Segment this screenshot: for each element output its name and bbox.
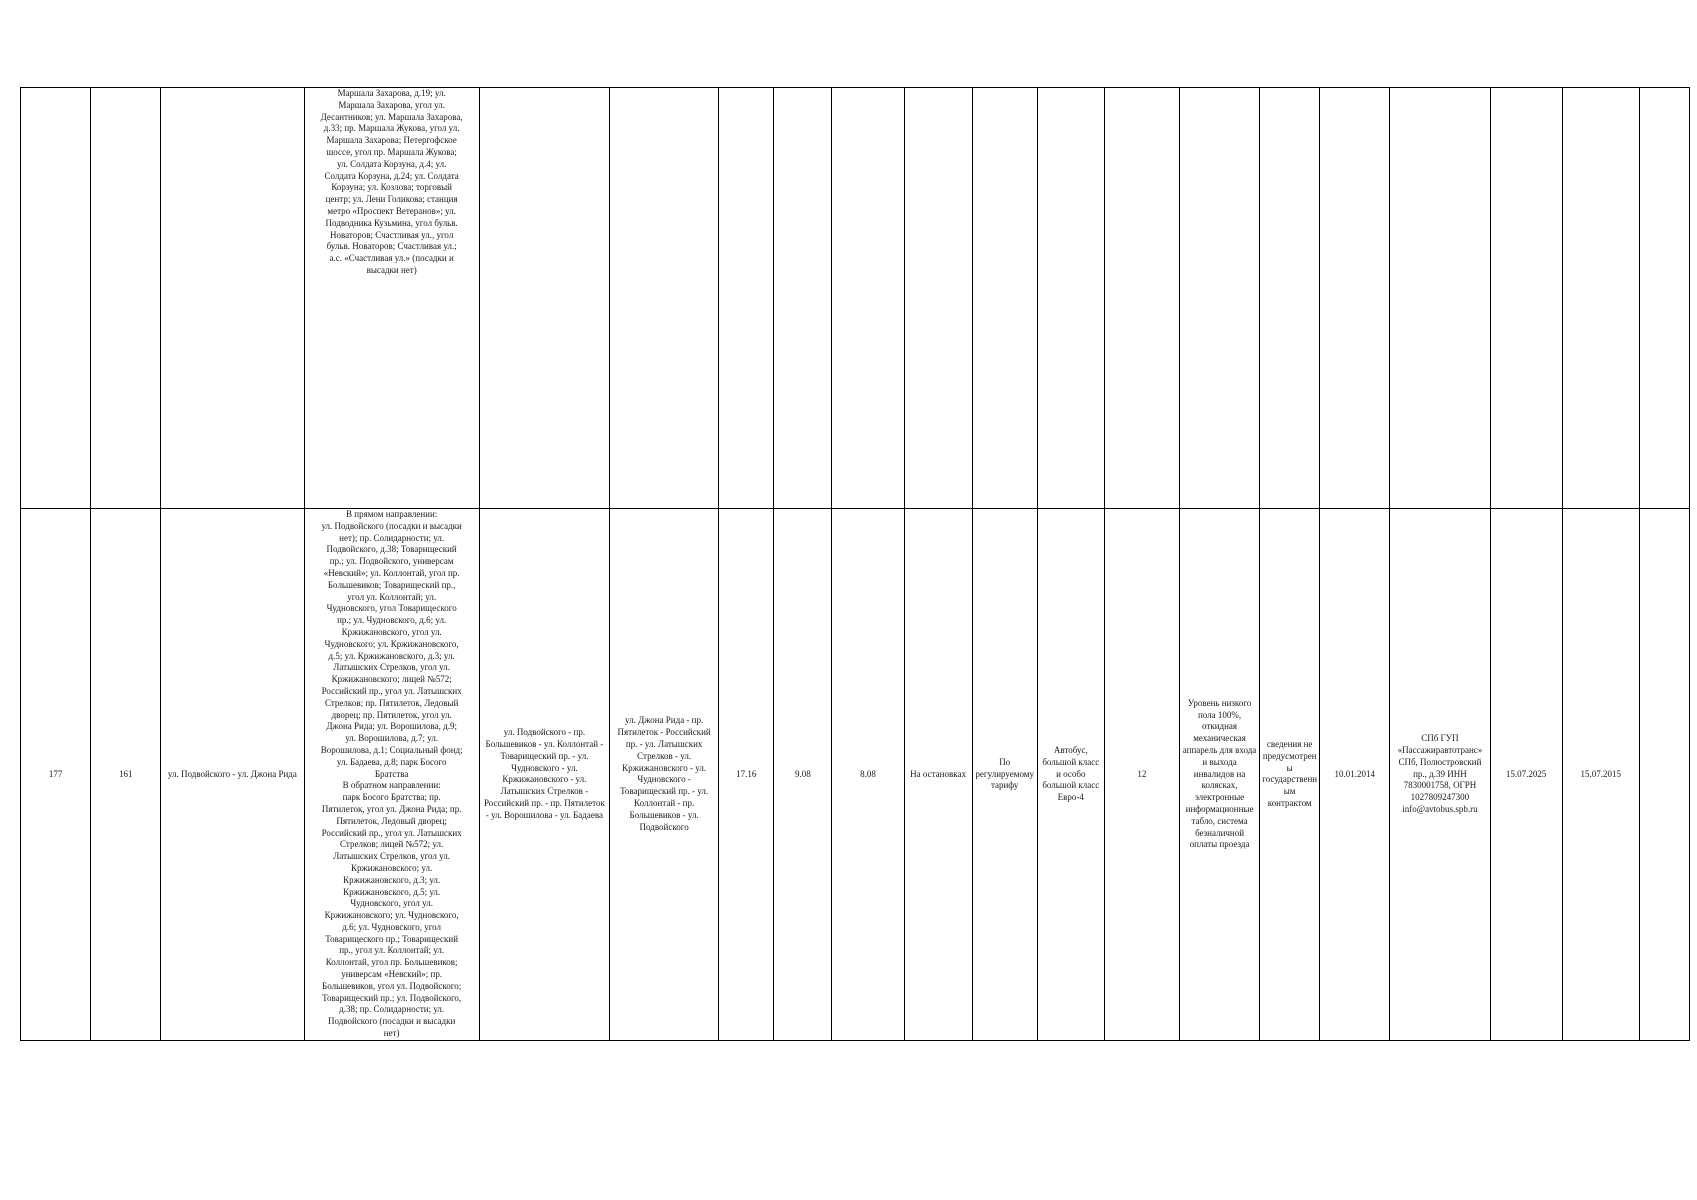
stops-line: Коллонтай, угол пр. Большевиков;	[325, 957, 458, 968]
stops-line: Российский пр., угол ул. Латышских	[321, 685, 462, 696]
stops-line: ул. Подвойского (посадки и высадки	[321, 520, 462, 531]
stops-line: а.с. «Счастливая ул.» (посадки и	[329, 253, 454, 264]
stops-line: бульв. Новаторов; Счастливая ул.;	[326, 241, 457, 252]
stops-line: Пятилеток, угол ул. Джона Рида; пр.	[321, 803, 462, 814]
features-cell: Уровень низкого пола 100%, откидная механическая аппарель для входа и выхода инвалидов на колясках, электронные информационные табло, система безналичной оплаты проезда	[1179, 509, 1259, 1041]
stops-line: Кржижановского; ул. Чудновского,	[324, 910, 459, 921]
route-registry-table	[20, 87, 1690, 1041]
stops-line: Корзуна; ул. Козлова; торговый	[331, 182, 452, 193]
stops-line: Подвойского (посадки и высадки	[327, 1016, 456, 1027]
stops-line: универсам «Невский»; пр.	[341, 969, 443, 980]
date-three-cell: 15.07.2015	[1562, 509, 1639, 1041]
stops-line: Подводника Кузьмина, угол бульв.	[325, 217, 458, 228]
stops-line: Латышских Стрелков, угол ул.	[333, 662, 451, 673]
stops-line: Большевиков, угол ул. Подвойского;	[322, 980, 462, 991]
length-other-cell: 8.08	[832, 509, 904, 1041]
stops-line: д.6; ул. Чудновского, угол	[342, 921, 442, 932]
stops-line: д.5; ул. Кржижановского, д.3; ул.	[328, 650, 455, 661]
stops-line: «Невский»; ул. Коллонтай, угол пр.	[323, 567, 460, 578]
stops-line: дворец; пр. Пятилеток, угол ул.	[331, 709, 452, 720]
stops-line: Джона Рида; ул. Ворошилова, д.9;	[326, 721, 457, 732]
notes-cell	[1639, 88, 1689, 509]
stops-line: Чудновского, угол ул.	[350, 898, 433, 909]
streets-backward-cell: ул. Джона Рида - пр. Пятилеток - Российский пр. - ул. Латышских Стрелков - ул. Кржижановского - ул. Чудновского - Товарищеский пр. - ул. Коллонтай - пр. Большевиков - ул. Подвойского	[610, 509, 719, 1041]
stops-line: Кржижановского, д.5; ул.	[343, 886, 441, 897]
stops-line: Товарищеский пр.; ул. Подвойского,	[322, 992, 462, 1003]
stops-line: центр; ул. Лени Голикова; станция	[325, 194, 458, 205]
stops-line: парк Бoсого Братства; пр.	[342, 792, 441, 803]
features-cell	[1179, 88, 1259, 509]
stops-line: Кржижановского, д.3; ул.	[343, 874, 441, 885]
stops-line: Пятилеток, Ледовый дворец;	[336, 815, 447, 826]
stops-line: д.33; пр. Маршала Жукова, угол ул.	[323, 123, 460, 134]
stops-line: Товарищеского пр.; Товарищеский	[325, 933, 459, 944]
length-other-cell	[832, 88, 904, 509]
length-backward-cell: 9.08	[774, 509, 832, 1041]
length-backward-cell	[774, 88, 832, 509]
contract-info-cell: сведения не предусмотрены государственным контрактом	[1260, 509, 1320, 1041]
date-two-cell: 15.07.2025	[1490, 509, 1562, 1041]
stops-cell	[304, 88, 479, 509]
stops-line: ул. Бадаева, д.8; парк Бoсого	[336, 756, 447, 767]
vehicle-cell: Автобус, большой класс и особо большой класс Евро-4	[1037, 509, 1104, 1041]
stops-line: пр., угол ул. Коллонтай; ул.	[339, 945, 445, 956]
start-date-cell	[1320, 88, 1390, 509]
stops-line: метро «Проспект Ветеранов»; ул.	[327, 205, 456, 216]
stop-order-cell	[904, 88, 972, 509]
stops-line: шоссе, угол пр. Маршала Жукова;	[326, 146, 457, 157]
streets-forward-cell	[479, 88, 609, 509]
streets-forward-cell: ул. Подвойского - пр. Большевиков - ул. Коллонтай - Товарищеский пр. - ул. Чудновского - ул. Кржижановского - ул. Латышских Стрелков - Российский пр. - пр. Пятилеток - ул. Ворошилова - ул. Бадаева	[479, 509, 609, 1041]
route-number-cell: 161	[91, 509, 161, 1041]
stops-cell	[304, 509, 479, 1041]
date-three-cell	[1562, 88, 1639, 509]
stops-line: Кржижановского; ул.	[351, 862, 433, 873]
stops-text	[307, 509, 477, 1040]
stops-line: Кржижановского; лицей №572;	[331, 674, 452, 685]
contract-info-cell	[1260, 88, 1320, 509]
stops-line: ул. Ворошилова, д.7; ул.	[345, 733, 439, 744]
date-two-cell	[1490, 88, 1562, 509]
stops-line: Чудновского; ул. Кржижановского,	[324, 638, 459, 649]
vehicle-count-cell	[1104, 88, 1179, 509]
tariff-cell: По регулируемому тарифу	[972, 509, 1037, 1041]
stops-line: пр.; ул. Подвойского, универсам	[329, 556, 454, 567]
stops-line: нет)	[383, 1028, 400, 1039]
stops-line: угол ул. Коллонтай; ул.	[347, 591, 437, 602]
table-row-route-177	[21, 509, 1690, 1041]
reg-number-cell: 177	[21, 509, 91, 1041]
table-row-continued	[21, 88, 1690, 509]
stops-line: д.38; пр. Солидарности; ул.	[339, 1004, 445, 1015]
stop-order-cell: На остановках	[904, 509, 972, 1041]
length-forward-cell	[719, 88, 774, 509]
stops-line: В обратном направлении:	[342, 780, 441, 791]
stops-line: Стрелков; пр. Пятилеток, Ледовый	[324, 697, 459, 708]
carrier-cell: СПб ГУП «Пассажиравтотранс» СПб, Полюстровский пр., д.39 ИНН 7830001758, ОГРН 1027809247300 info@avtobus.spb.ru	[1390, 509, 1490, 1041]
stops-line: Ворошилова, д.1; Социальный фонд;	[320, 744, 463, 755]
stops-line: Латышских Стрелков, угол ул.	[333, 851, 451, 862]
route-name-cell	[161, 88, 304, 509]
length-forward-cell: 17.16	[719, 509, 774, 1041]
stops-line: Чудновского, угол Товарищеского	[326, 603, 457, 614]
stops-line: Новаторов; Счастливая ул., угол	[329, 229, 454, 240]
notes-cell	[1639, 509, 1689, 1041]
stops-text	[307, 88, 477, 277]
stops-line: Российский пр., угол ул. Латышских	[321, 827, 462, 838]
stops-line: высадки нет)	[366, 264, 417, 275]
stops-line: нет); пр. Солидарности; ул.	[339, 532, 445, 543]
stops-line: пр.; ул. Чудновского, д.6; ул.	[337, 615, 447, 626]
vehicle-cell	[1037, 88, 1104, 509]
vehicle-count-cell: 12	[1104, 509, 1179, 1041]
stops-line: Стрелков; лицей №572; ул.	[340, 839, 444, 850]
carrier-cell	[1390, 88, 1490, 509]
tariff-cell	[972, 88, 1037, 509]
stops-line: Большевиков; Товарищеский пр.,	[327, 579, 456, 590]
stops-line: Братства	[374, 768, 409, 779]
stops-line: В прямом направлении:	[346, 509, 438, 519]
reg-number-cell	[21, 88, 91, 509]
route-name-cell: ул. Подвойского - ул. Джона Рида	[161, 509, 304, 1041]
start-date-cell: 10.01.2014	[1320, 509, 1390, 1041]
stops-line: Подвойского, д.38; Товарищеский	[326, 544, 457, 555]
route-number-cell	[91, 88, 161, 509]
stops-line: Маршала Захарова, угол ул.	[338, 99, 445, 110]
stops-line: Маршала Захарова; Петергофское	[326, 135, 457, 146]
stops-line: Кржижановского, угол ул.	[341, 626, 442, 637]
stops-line: Маршала Захарова, д.19; ул.	[337, 88, 446, 98]
stops-line: Солдата Корзуна, д.24; ул. Солдата	[324, 170, 459, 181]
streets-backward-cell	[610, 88, 719, 509]
stops-line: Десантников; ул. Маршала Захарова,	[320, 111, 463, 122]
stops-line: ул. Солдата Корзуна, д.4; ул.	[336, 158, 447, 169]
